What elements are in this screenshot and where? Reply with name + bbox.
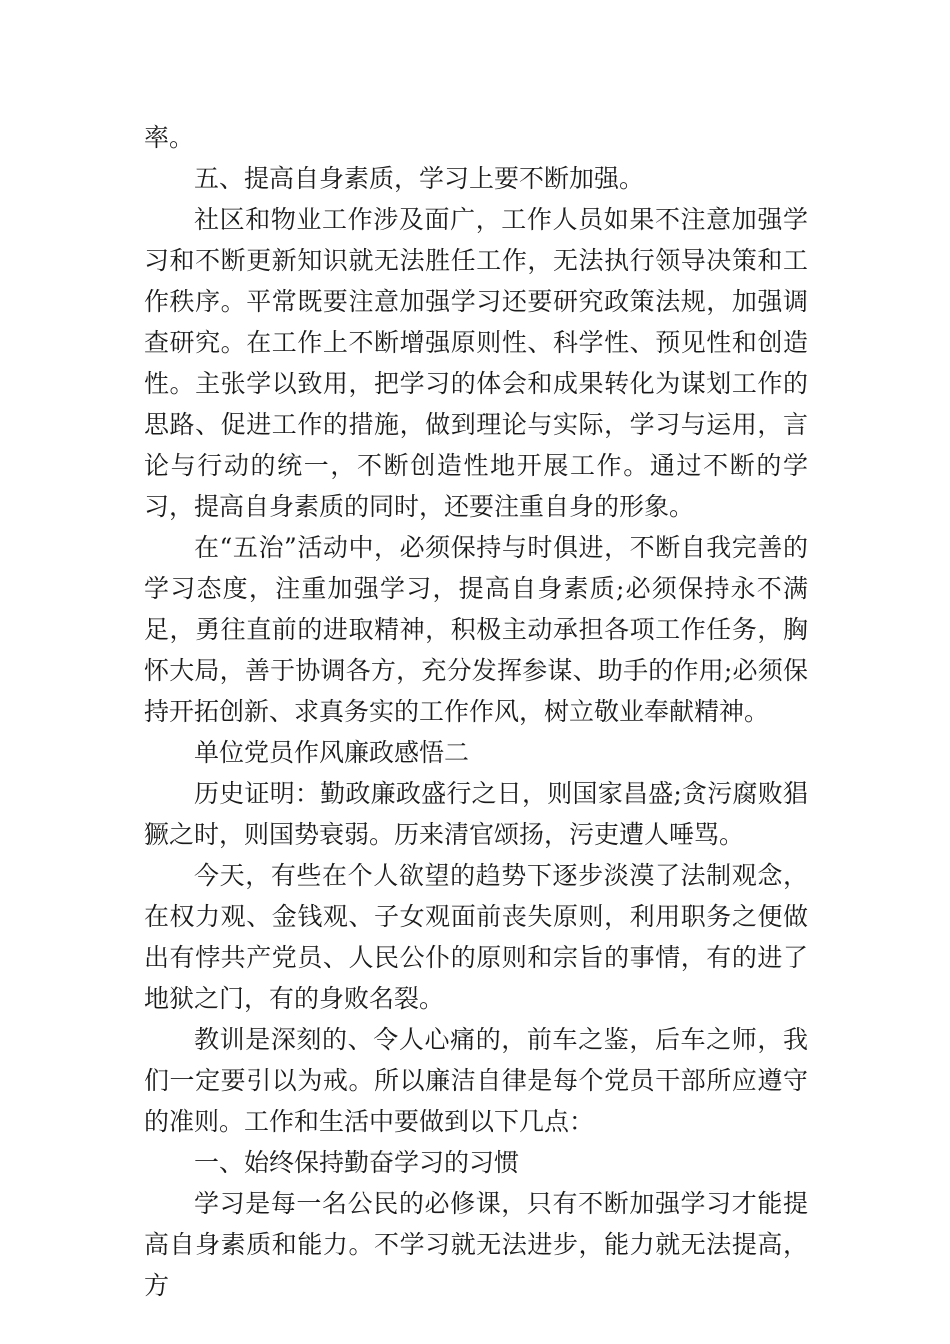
paragraph: 历史证明：勤政廉政盛行之日，则国家昌盛;贪污腐败猖獗之时，则国势衰弱。历来清官颂扬，污吏遭人唾骂。 bbox=[144, 779, 808, 849]
section-heading: 一、始终保持勤奋学习的习惯 bbox=[194, 1148, 520, 1177]
paragraph: 社区和物业工作涉及面广，工作人员如果不注意加强学习和不断更新知识就无法胜任工作，无法执行领导决策和工作秩序。平常既要注意加强学习还要研究政策法规，加强调查研究。在工作上不断增强原则性、科学性、预见性和创造性。主张学以致用，把学习的体会和成果转化为谋划工作的思路、促进工作的措施，做到理论与实际，学习与运用，言论与行动的统一，不断创造性地开展工作。通过不断的学习，提高自身素质的同时，还要注重自身的形象。 bbox=[144, 205, 808, 521]
paragraph: 今天，有些在个人欲望的趋势下逐步淡漠了法制观念，在权力观、金钱观、子女观面前丧失原则，利用职务之便做出有悖共产党员、人民公仆的原则和宗旨的事情，有的进了地狱之门，有的身败名裂。 bbox=[144, 861, 808, 1013]
paragraph: 率。 bbox=[144, 123, 195, 152]
paragraph: 学习是每一名公民的必修课，只有不断加强学习才能提高自身素质和能力。不学习就无法进步，能力就无法提高，方 bbox=[144, 1189, 808, 1300]
section-heading: 五、提高自身素质，学习上要不断加强。 bbox=[194, 164, 645, 193]
paragraph: 教训是深刻的、令人心痛的，前车之鉴，后车之师，我们一定要引以为戒。所以廉洁自律是每个党员干部所应遵守的准则。工作和生活中要做到以下几点： bbox=[144, 1025, 808, 1136]
article-title: 单位党员作风廉政感悟二 bbox=[194, 738, 470, 767]
paragraph: 在“五治”活动中，必须保持与时俱进，不断自我完善的学习态度，注重加强学习，提高自身素质;必须保持永不满足，勇往直前的进取精神，积极主动承担各项工作任务，胸怀大局，善于协调各方，充分发挥参谋、助手的作用;必须保持开拓创新、求真务实的工作作风，树立敬业奉献精神。 bbox=[144, 533, 808, 726]
document-body bbox=[144, 117, 808, 1306]
